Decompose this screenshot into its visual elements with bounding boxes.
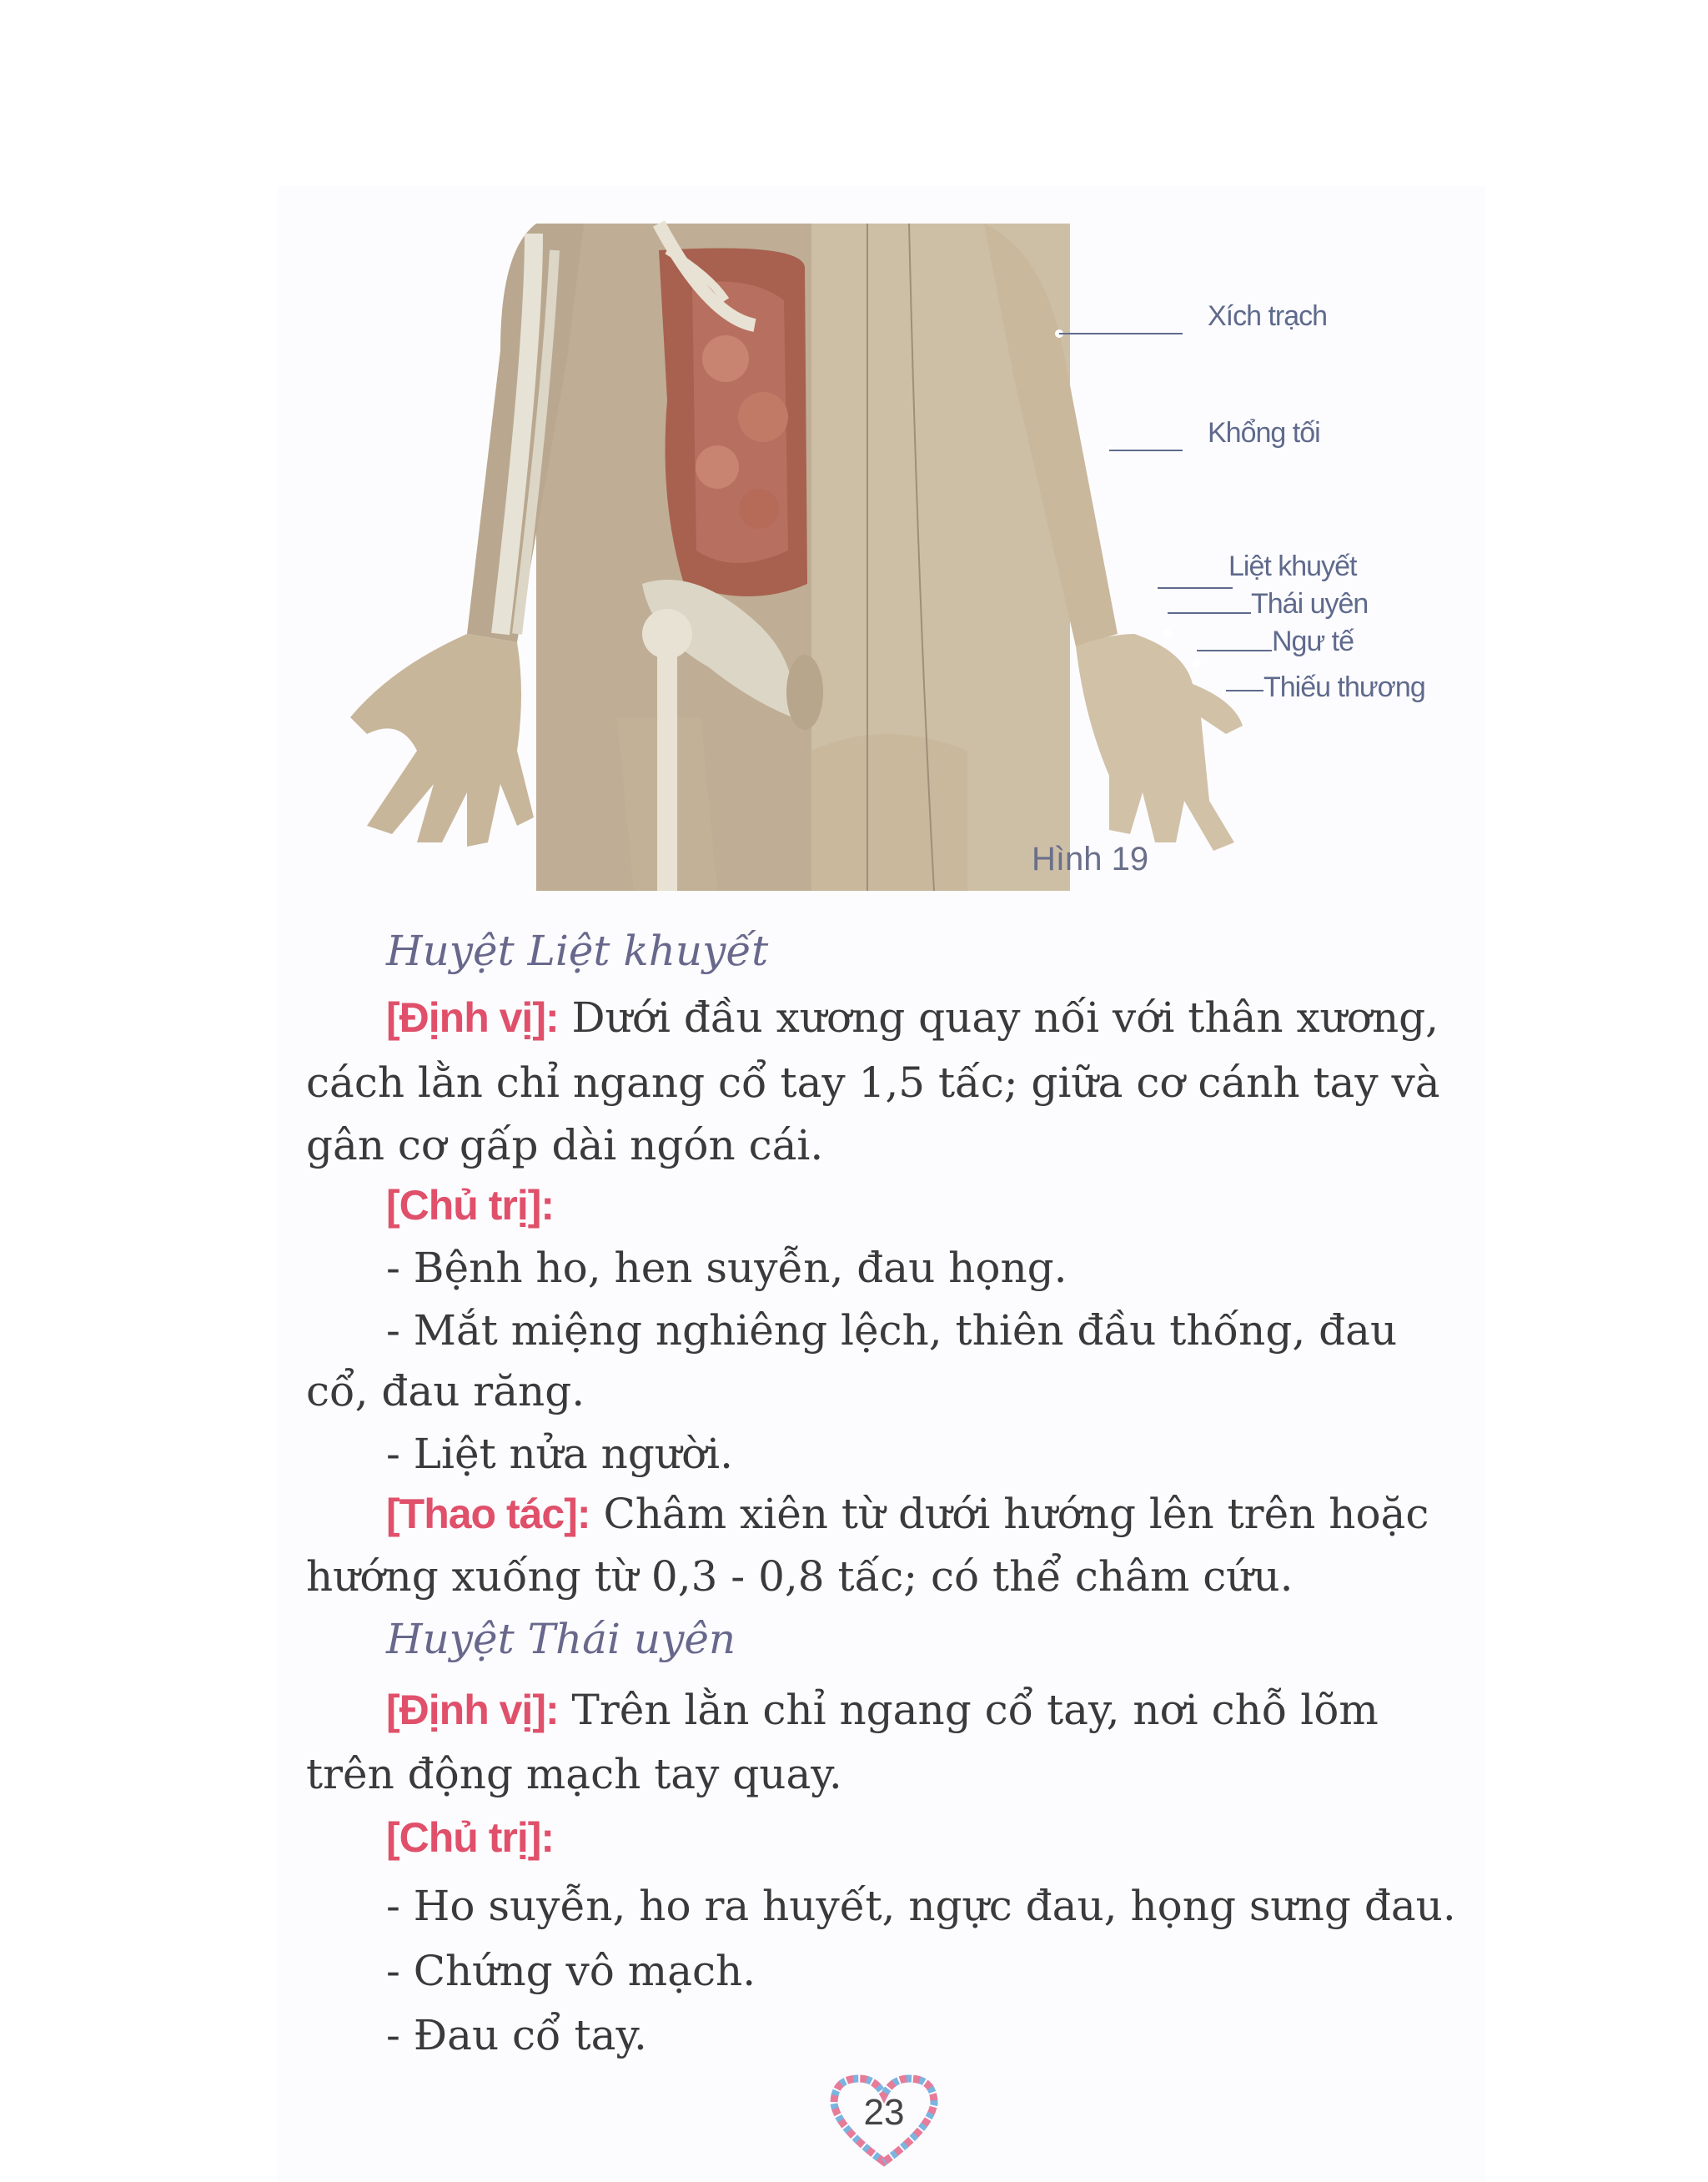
chu-tri-heading [386, 1180, 1554, 1230]
thao-tac-label: [Thao tác]: [386, 1491, 590, 1537]
anatomy-illustration [0, 0, 1708, 901]
label-khong-toi: Khổng tối [1208, 417, 1320, 449]
chu-tri-item-2b: cổ, đau răng. [306, 1367, 585, 1415]
label-thieu-thuong: Thiếu thương [1263, 671, 1425, 703]
dinh-vi-text: Dưới đầu xương quay nối với thân xương, [571, 993, 1439, 1042]
s2-dinh-vi-line-1 [386, 1685, 1554, 1735]
dinh-vi-line-2: cách lằn chỉ ngang cổ tay 1,5 tấc; giữa cơ cánh tay và [306, 1058, 1440, 1107]
chu-tri-label: [Chủ trị]: [386, 1182, 555, 1229]
dinh-vi-line-1 [386, 993, 1554, 1043]
chu-tri-item-3: - Liệt nửa người. [386, 1430, 734, 1478]
figure-caption: Hình 19 [1032, 841, 1149, 877]
label-liet-khuyet: Liệt khuyết [1228, 551, 1357, 582]
s2-chu-tri-label: [Chủ trị]: [386, 1814, 555, 1861]
s2-chu-tri-item-1: - Ho suyễn, ho ra huyết, ngực đau, họng sưng đau. [386, 1882, 1456, 1930]
thao-tac-line-1 [386, 1489, 1554, 1539]
s2-chu-tri-item-2: - Chứng vô mạch. [386, 1947, 756, 1995]
label-xich-trach: Xích trạch [1208, 300, 1328, 332]
page-number-ornament [821, 2070, 947, 2170]
s2-chu-tri-heading [386, 1812, 1554, 1863]
s2-dinh-vi-label: [Định vị]: [386, 1687, 559, 1733]
dinh-vi-line-3: gân cơ gấp dài ngón cái. [306, 1121, 824, 1169]
chu-tri-item-1: - Bệnh ho, hen suyễn, đau họng. [386, 1244, 1068, 1292]
dinh-vi-label: [Định vị]: [386, 994, 559, 1041]
label-thai-uyen: Thái uyên [1251, 588, 1369, 620]
chu-tri-item-2a: - Mắt miệng nghiêng lệch, thiên đầu thống, đau [386, 1306, 1398, 1355]
s2-dinh-vi-text: Trên lằn chỉ ngang cổ tay, nơi chỗ lõm [571, 1686, 1379, 1734]
heading-thai-uyen: Huyệt Thái uyên [386, 1615, 736, 1663]
page-number: 23 [863, 2092, 905, 2133]
heading-liet-khuyet: Huyệt Liệt khuyết [386, 927, 769, 975]
thao-tac-line-2: hướng xuống từ 0,3 - 0,8 tấc; có thể châm cứu. [306, 1552, 1294, 1601]
s2-chu-tri-item-3: - Đau cổ tay. [386, 2011, 647, 2059]
thao-tac-text: Châm xiên từ dưới hướng lên trên hoặc [603, 1490, 1429, 1538]
anatomy-figure [0, 0, 1708, 901]
s2-dinh-vi-line-2: trên động mạch tay quay. [306, 1750, 842, 1798]
label-ngu-te: Ngư tế [1272, 626, 1354, 657]
